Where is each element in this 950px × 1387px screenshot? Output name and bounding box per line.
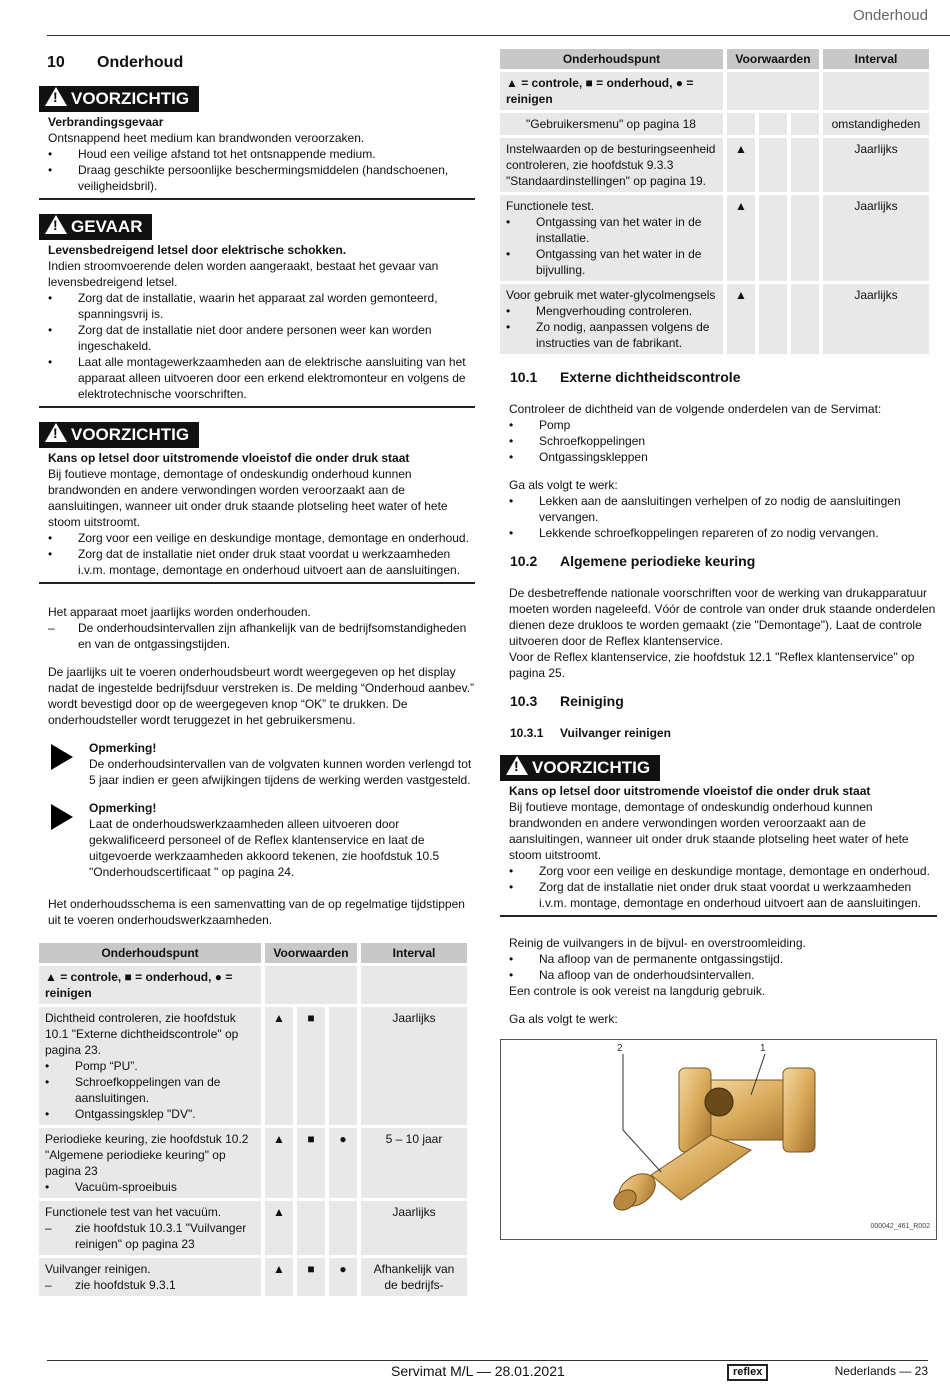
warning-title: Kans op letsel door uitstromende vloeistof die onder druk staat [48, 451, 410, 465]
warning-list [48, 530, 475, 578]
right-column [500, 46, 937, 1240]
cell-list [45, 1277, 255, 1293]
list-item: • Lekkende schroefkoppelingen repareren of zo nodig vervangen. [509, 525, 937, 541]
list-item: • Ontgassingskleppen [509, 449, 937, 465]
table-row [500, 195, 929, 281]
table-row [39, 1201, 467, 1255]
subsection-title [510, 553, 937, 569]
list-item: • Na afloop van de permanente ontgassingstijd. [509, 951, 937, 967]
section-title [47, 52, 475, 74]
cell-list [45, 1058, 255, 1122]
paragraph: Ga als volgt te werk: [509, 1012, 618, 1026]
table-cell [727, 113, 755, 135]
bullet-list [509, 951, 937, 983]
table-cell [791, 138, 819, 192]
maintenance-symbol: ■ [297, 1258, 325, 1296]
interval-cell: Jaarlijks [823, 138, 929, 192]
dash-list [48, 620, 475, 652]
list-item: • Zorg dat de installatie, waarin het apparaat zal worden gemonteerd, spanningsvrij is. [48, 290, 475, 322]
control-symbol: ▲ [727, 195, 755, 281]
table-header: Onderhoudspunt [500, 49, 723, 69]
footer-page: Nederlands — 23 [834, 1364, 928, 1378]
table-cell [727, 72, 819, 110]
paragraph-text: Voor de Reflex klantenservice, zie hoofdstuk 12.1 "Reflex klantenservice" op pagina 25. [509, 650, 915, 680]
subsection-number: 10.2 [510, 553, 538, 569]
list-item: • Mengverhouding controleren. [506, 303, 717, 319]
subsection-number: 10.3 [510, 693, 538, 709]
table-legend: ▲ = controle, ■ = onderhoud, ● = reinigen [39, 966, 261, 1004]
cell-text: Functionele test van het vacuüm. [45, 1205, 222, 1219]
list-item: • Schroefkoppelingen van de aansluitingen. [45, 1074, 255, 1106]
clean-symbol: ● [329, 1128, 357, 1198]
table-cell [500, 284, 723, 354]
leader-line-2b [623, 1130, 661, 1172]
list-item: • Zorg dat de installatie niet onder druk staat voordat u werkzaamheden i.v.m. montage, demontage en onderhoud uitvoert aan de aansluitingen. [48, 546, 475, 578]
control-symbol: ▲ [265, 1128, 293, 1198]
subsection-title [510, 693, 937, 709]
table-row [39, 1007, 467, 1125]
list-item: – zie hoofdstuk 10.3.1 "Vuilvanger reinigen" op pagina 23 [45, 1220, 255, 1252]
list-item: • Ontgassing van het water in de installatie. [506, 214, 717, 246]
table-cell [791, 113, 819, 135]
subsection-number: 10.1 [510, 369, 538, 385]
interval-cell: Jaarlijks [823, 195, 929, 281]
figure-caption: 000042_461_R002 [870, 1223, 930, 1230]
table-row [500, 284, 929, 354]
note-title: Opmerking! [89, 801, 157, 815]
list-item: • Schroefkoppelingen [509, 433, 937, 449]
warning-pressure [500, 755, 937, 917]
table-cell [39, 1128, 261, 1198]
section-number: 10 [47, 54, 65, 71]
clean-symbol [329, 1201, 357, 1255]
list-item: – zie hoofdstuk 9.3.1 [45, 1277, 255, 1293]
table-cell [791, 195, 819, 281]
warning-icon [45, 423, 67, 442]
table-cell: "Gebruikersmenu" op pagina 18 [500, 113, 723, 135]
warning-title: Verbrandingsgevaar [48, 115, 164, 129]
table-header: Voorwaarden [727, 49, 819, 69]
list-item: • Lekken aan de aansluitingen verhelpen of zo nodig de aansluitingen vervangen. [509, 493, 937, 525]
interval-cell: 5 – 10 jaar [361, 1128, 467, 1198]
warning-title: Kans op letsel door uitstromende vloeistof die onder druk staat [509, 784, 871, 798]
table-row [500, 113, 929, 135]
maintenance-symbol: ■ [297, 1007, 325, 1125]
header-title: Onderhoud [852, 7, 928, 24]
caution-badge [39, 86, 199, 112]
note-arrow-icon [51, 804, 73, 830]
strainer-figure [500, 1039, 937, 1240]
warning-icon [45, 215, 67, 234]
maintenance-symbol [297, 1201, 325, 1255]
page-header [47, 0, 950, 36]
interval-cell: Jaarlijks [361, 1201, 467, 1255]
interval-cell: omstandigheden [823, 113, 929, 135]
warning-text: Bij foutieve montage, demontage of ondeskundig onderhoud kunnen brandwonden en andere verwondingen worden veroorzaakt aan de aansluitingen, wanneer uit onder druk staande plotseling heet water of hete stoom uitstroomt. [509, 800, 909, 862]
cell-text: Periodieke keuring, zie hoofdstuk 10.2 "Algemene periodieke keuring" op pagina 23 [45, 1132, 249, 1178]
table-cell [39, 1201, 261, 1255]
table-row [500, 138, 929, 192]
maintenance-table [35, 940, 471, 1299]
table-cell [791, 284, 819, 354]
list-item: • Pomp “PU”. [45, 1058, 255, 1074]
bullet-list [509, 417, 937, 465]
paragraph-text: Het apparaat moet jaarlijks worden onderhouden. [48, 605, 311, 619]
subsection-name: Reiniging [560, 693, 624, 709]
badge-label: VOORZICHTIG [532, 758, 651, 777]
warning-icon [506, 756, 528, 775]
note-text: De onderhoudsintervallen van de volgvaten kunnen worden verlengd tot 5 jaar indien er geen afwijkingen tijdens de werking werden vastgesteld. [89, 757, 472, 787]
list-item: • Na afloop van de onderhoudsintervallen. [509, 967, 937, 983]
danger-badge [39, 214, 152, 240]
callout-2: 2 [617, 1043, 623, 1054]
paragraph-text: Reinig de vuilvangers in de bijvul- en overstroomleiding. [509, 936, 806, 950]
control-symbol: ▲ [727, 284, 755, 354]
warning-icon [45, 87, 67, 106]
badge-label: VOORZICHTIG [71, 425, 190, 444]
list-item: • Zorg dat de installatie niet onder druk staat voordat u werkzaamheden i.v.m. montage, demontage en onderhoud uitvoert aan de aansluitingen. [509, 879, 937, 911]
page-footer [47, 1360, 928, 1384]
paragraph [500, 477, 937, 541]
control-symbol: ▲ [265, 1007, 293, 1125]
subsubsection-name: Vuilvanger reinigen [560, 726, 671, 740]
reflex-logo: reflex [727, 1364, 768, 1381]
subsubsection-number: 10.3.1 [510, 726, 544, 740]
paragraph-text: Ga als volgt te werk: [509, 478, 618, 492]
table-cell [823, 72, 929, 110]
control-symbol: ▲ [727, 138, 755, 192]
table-cell [39, 1258, 261, 1296]
cell-text: Vuilvanger reinigen. [45, 1262, 151, 1276]
interval-cell: Afhankelijk van de bedrijfs- [361, 1258, 467, 1296]
table-cell [759, 138, 787, 192]
strainer-illustration [501, 1040, 931, 1241]
list-item: • Draag geschikte persoonlijke beschermingsmiddelen (handschoenen, veiligheidsbril). [48, 162, 475, 194]
table-legend: ▲ = controle, ■ = onderhoud, ● = reinigen [500, 72, 723, 110]
paragraph-text: Een controle is ook vereist na langdurig gebruik. [509, 984, 766, 998]
table-header: Interval [361, 943, 467, 963]
cell-text: Functionele test. [506, 199, 595, 213]
table-cell [759, 195, 787, 281]
table-cell [265, 966, 357, 1004]
bullet-list [509, 493, 937, 541]
list-item: • Vacuüm-sproeibuis [45, 1179, 255, 1195]
paragraph: De jaarlijks uit te voeren onderhoudsbeurt wordt weergegeven op het display nadat de ingestelde bedrijfsduur verstreken is. De melding “Onderhoud aanbev.” wordt bevestigd door op de weergegeven knop “OK” te drukken. De onderhoudsteller wordt teruggezet in het gebruikersmenu. [48, 665, 475, 727]
badge-label: VOORZICHTIG [71, 89, 190, 108]
list-item: • Houd een veilige afstand tot het ontsnappende medium. [48, 146, 475, 162]
strainer-body [610, 1068, 815, 1214]
table-cell [759, 284, 787, 354]
list-item: • Zorg voor een veilige en deskundige montage, demontage en onderhoud. [509, 863, 937, 879]
paragraph [500, 585, 937, 681]
interval-cell: Jaarlijks [823, 284, 929, 354]
paragraph-text: De desbetreffende nationale voorschriften voor de werking van drukapparatuur moeten worden nageleefd. Vóór de controle van onder druk staande onderdelen dienen deze drukloos te worden gemaakt (zie "Demontage"). Laat de controle uitvoeren door de Reflex klantenservice. [509, 586, 936, 648]
note [39, 740, 475, 788]
caution-badge [500, 755, 660, 781]
paragraph: Het onderhoudsschema is een samenvatting van de op regelmatige tijdstippen uit te voeren onderhoudswerkzaamheden. [48, 897, 465, 927]
badge-label: GEVAAR [71, 217, 143, 236]
warning-text: Bij foutieve montage, demontage of ondeskundig onderhoud kunnen brandwonden en andere verwondingen worden veroorzaakt aan de aansluitingen, wanneer uit onder druk staande plotseling heet water of hete stoom uitstroomt. [48, 467, 448, 529]
left-column [39, 44, 475, 1299]
cell-list [45, 1220, 255, 1252]
subsection-name: Algemene periodieke keuring [560, 553, 756, 569]
warning-text: Indien stroomvoerende delen worden aangeraakt, bestaat het gevaar van levensbedreigend letsel. [48, 259, 439, 289]
list-item: • Ontgassingsklep "DV". [45, 1106, 255, 1122]
warning-burn [39, 86, 475, 200]
table-row [39, 1128, 467, 1198]
paragraph [500, 401, 937, 465]
table-cell [361, 966, 467, 1004]
cell-list [506, 303, 717, 351]
table-cell [39, 1007, 261, 1125]
warning-title: Levensbedreigend letsel door elektrische schokken. [48, 243, 347, 257]
control-symbol: ▲ [265, 1201, 293, 1255]
warning-pressure [39, 422, 475, 584]
maintenance-table-continued [496, 46, 933, 357]
cell-text: Voor gebruik met water-glycolmengsels [506, 288, 716, 302]
list-item: • Zorg voor een veilige en deskundige montage, demontage en onderhoud. [48, 530, 475, 546]
subsection-name: Externe dichtheidscontrole [560, 369, 741, 385]
table-header: Onderhoudspunt [39, 943, 261, 963]
note-title: Opmerking! [89, 741, 157, 755]
table-row [39, 1258, 467, 1296]
list-item: • Pomp [509, 417, 937, 433]
table-cell [500, 195, 723, 281]
maintenance-symbol: ■ [297, 1128, 325, 1198]
cell-text: Instelwaarden op de besturingseenheid controleren, zie hoofdstuk 9.3.3 "Standaardinstellingen" op pagina 19. [506, 142, 716, 188]
clean-symbol: ● [329, 1258, 357, 1296]
list-item: • Zorg dat de installatie niet door andere personen weer kan worden ingeschakeld. [48, 322, 475, 354]
warning-list [509, 863, 937, 911]
cell-list [45, 1179, 255, 1195]
list-item: – De onderhoudsintervallen zijn afhankelijk van de bedrijfsomstandigheden en van de ontgassingstijden. [48, 620, 475, 652]
cell-text: Dichtheid controleren, zie hoofdstuk 10.1 "Externe dichtheidscontrole" op pagina 23. [45, 1011, 239, 1057]
paragraph [500, 935, 937, 999]
footer-doc: Servimat M/L — 28.01.2021 [391, 1363, 565, 1379]
table-header: Voorwaarden [265, 943, 357, 963]
clean-symbol [329, 1007, 357, 1125]
subsection-title [510, 369, 937, 385]
warning-electric [39, 214, 475, 408]
list-item: • Zo nodig, aanpassen volgens de instructies van de fabrikant. [506, 319, 717, 351]
section-name: Onderhoud [97, 54, 184, 71]
warning-text: Ontsnappend heet medium kan brandwonden veroorzaken. [48, 131, 365, 145]
subsubsection-title [510, 725, 937, 741]
paragraph [39, 604, 475, 652]
note-text: Laat de onderhoudswerkzaamheden alleen uitvoeren door gekwalificeerd personeel of de Reflex klantenservice en laat de uitgevoerde werkzaamheden akkoord tekenen, zie hoofdstuk 10.5 "Onderhoudscertificaat " op pagina 24. [89, 817, 440, 879]
table-cell [500, 138, 723, 192]
cell-list [506, 214, 717, 278]
callout-1: 1 [760, 1043, 766, 1054]
control-symbol: ▲ [265, 1258, 293, 1296]
table-header: Interval [823, 49, 929, 69]
paragraph-text: Controleer de dichtheid van de volgende onderdelen van de Servimat: [509, 402, 882, 416]
warning-list [48, 146, 475, 194]
interval-cell: Jaarlijks [361, 1007, 467, 1125]
list-item: • Laat alle montagewerkzaamheden aan de elektrische aansluiting van het apparaat alleen uitvoeren door een erkend elektromonteur en volgens de elektrotechnische voorschriften. [48, 354, 475, 402]
note-arrow-icon [51, 744, 73, 770]
list-item: • Ontgassing van het water in de bijvulling. [506, 246, 717, 278]
table-cell [759, 113, 787, 135]
caution-badge [39, 422, 199, 448]
warning-list [48, 290, 475, 402]
note [39, 800, 475, 880]
